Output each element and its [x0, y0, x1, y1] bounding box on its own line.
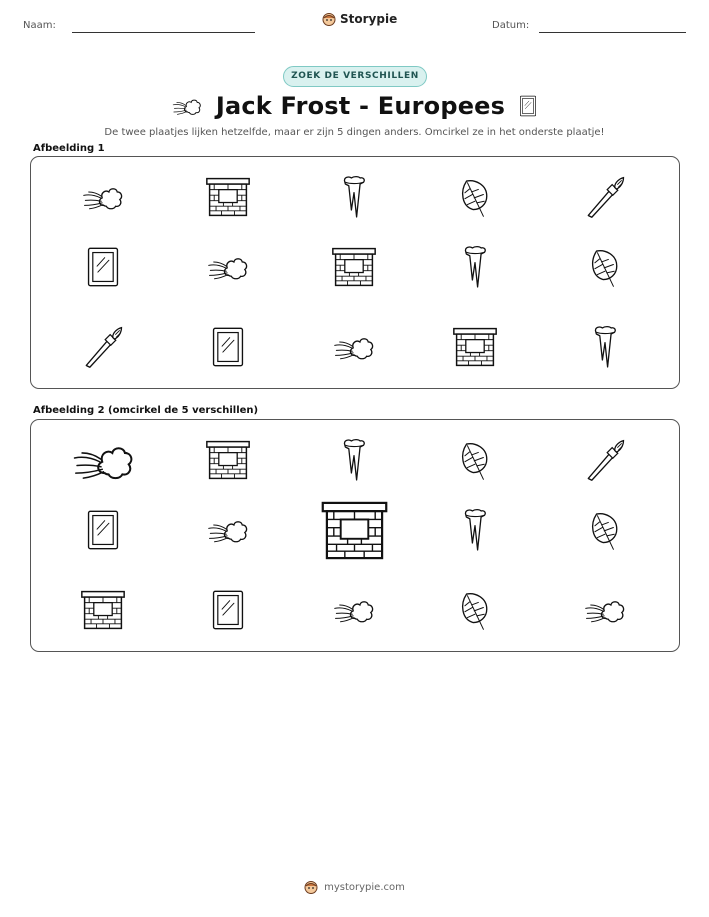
footer: [0, 880, 709, 894]
leaf-icon[interactable]: [458, 589, 492, 631]
date-line[interactable]: [539, 32, 686, 33]
window-icon: [86, 245, 120, 289]
leaf-icon: [458, 176, 492, 218]
window-icon[interactable]: [211, 588, 245, 632]
panel-2-label: Afbeelding 2 (omcirkel de 5 verschillen): [33, 405, 259, 416]
wind-icon: [207, 250, 249, 284]
fireplace-icon[interactable]: [205, 439, 251, 481]
wind-icon[interactable]: [72, 435, 135, 486]
picture-2-panel[interactable]: [30, 419, 680, 652]
picture-1-panel: [30, 156, 680, 389]
fireplace-icon: [452, 326, 498, 368]
icicle-icon[interactable]: [341, 437, 367, 483]
paintbrush-icon[interactable]: [583, 438, 627, 482]
activity-badge: ZOEK DE VERSCHILLEN: [283, 66, 427, 87]
window-icon: [211, 325, 245, 369]
wind-icon: [333, 330, 375, 364]
icicle-icon: [592, 324, 618, 370]
wind-icon[interactable]: [207, 513, 249, 547]
fireplace-icon: [331, 246, 377, 288]
panel-1-label: Afbeelding 1: [33, 143, 105, 154]
date-label: Datum:: [492, 20, 530, 31]
window-icon: [519, 93, 537, 119]
paintbrush-icon: [583, 175, 627, 219]
leaf-icon[interactable]: [458, 439, 492, 481]
wind-icon: [172, 94, 202, 118]
icicle-icon: [462, 244, 488, 290]
name-line[interactable]: [72, 32, 255, 33]
leaf-icon: [588, 246, 622, 288]
fireplace-icon[interactable]: [80, 589, 126, 631]
name-label: Naam:: [23, 20, 56, 31]
icicle-icon[interactable]: [462, 507, 488, 553]
pie-mascot-icon: [304, 880, 318, 894]
fireplace-icon: [205, 176, 251, 218]
footer-url: mystorypie.com: [324, 881, 405, 893]
wind-icon[interactable]: [584, 593, 626, 627]
page-title: Jack Frost - Europees: [215, 92, 506, 120]
wind-icon[interactable]: [333, 593, 375, 627]
pie-mascot-icon: [322, 12, 336, 26]
storypie-logo: [322, 12, 397, 26]
instructions: De twee plaatjes lijken hetzelfde, maar er zijn 5 dingen anders. Omcirkel ze in het onderste plaatje!: [104, 127, 605, 138]
fireplace-icon[interactable]: [320, 499, 389, 562]
window-icon[interactable]: [86, 508, 120, 552]
wind-icon: [82, 180, 124, 214]
paintbrush-icon: [81, 325, 125, 369]
brand-name: Storypie: [340, 12, 398, 26]
leaf-icon[interactable]: [588, 509, 622, 551]
icicle-icon: [341, 174, 367, 220]
